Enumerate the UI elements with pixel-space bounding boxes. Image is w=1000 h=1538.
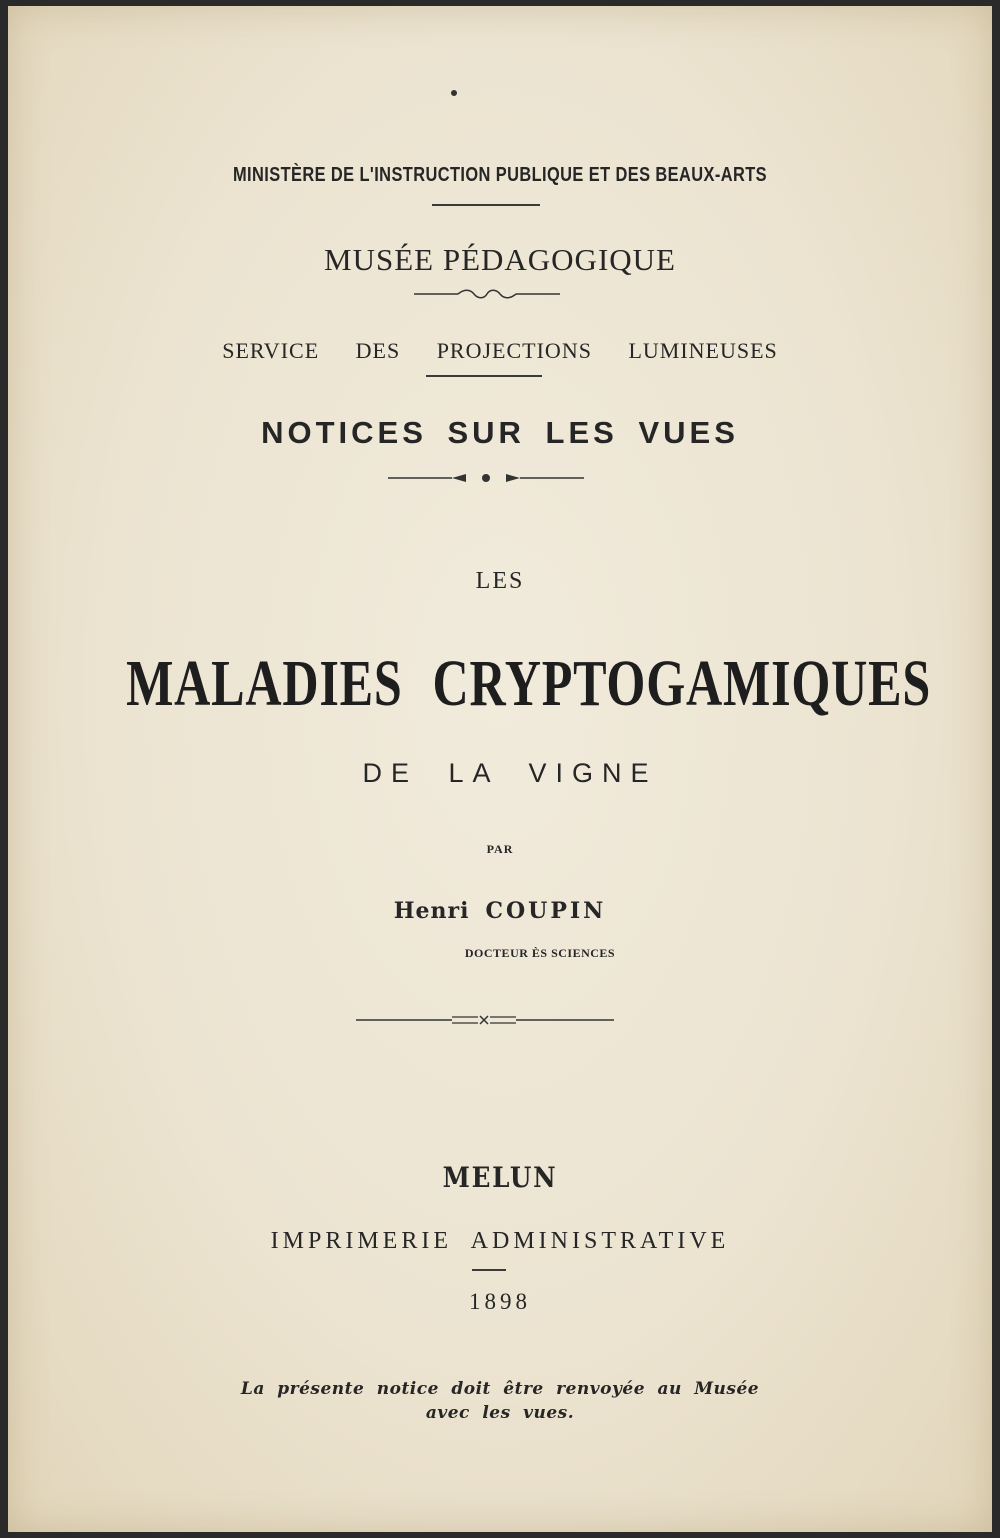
notices-heading: NOTICES SUR LES VUES [261,415,739,450]
divider-ornament-2 [386,470,586,486]
divider-ornament-3 [354,1012,616,1028]
divider-rule-3 [472,1269,506,1271]
title-subtitle: DE LA VIGNE [362,758,658,788]
document-page [8,6,992,1532]
title-prefix: LES [475,568,525,594]
bullet-dot [451,90,457,96]
imprint-printer: IMPRIMERIE ADMINISTRATIVE [270,1228,730,1254]
return-notice-line-2: avec les vues. [425,1403,575,1423]
divider-rule-1 [432,204,540,206]
divider-ornament-1 [412,286,562,302]
author-name [8,898,992,924]
author-credentials: DOCTEUR ÈS SCIENCES [464,946,616,960]
divider-rule-2 [426,375,542,377]
imprint-city: MELUN [442,1161,558,1194]
author-first-name: Henri [393,898,470,924]
ministry-heading: MINISTÈRE DE L'INSTRUCTION PUBLIQUE ET DES BEAUX-ARTS [232,164,768,186]
return-notice-line-1: La présente notice doit être renvoyée au Musée [240,1379,760,1399]
museum-heading: MUSÉE PÉDAGOGIQUE [324,242,676,277]
author-surname: COUPIN [485,898,607,924]
service-heading: SERVICE DES PROJECTIONS LUMINEUSES [222,338,778,363]
imprint-year: 1898 [469,1289,531,1314]
by-label: PAR [486,842,514,856]
main-title: MALADIES CRYPTOGAMIQUES [126,647,931,720]
